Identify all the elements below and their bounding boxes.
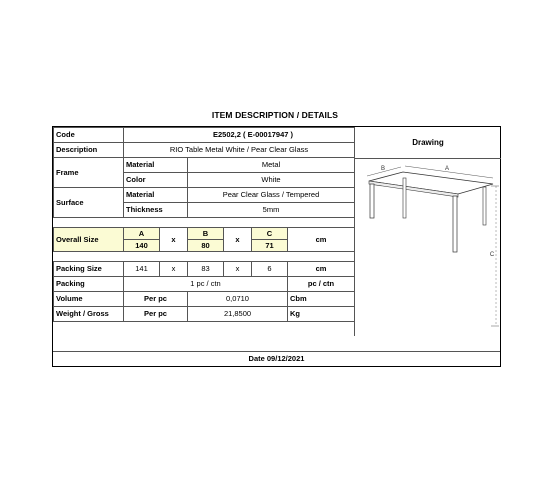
page-title: ITEM DESCRIPTION / DETAILS <box>211 110 339 120</box>
overall-x-2: x <box>224 228 252 252</box>
packing-x-1: x <box>160 262 188 277</box>
surface-material-label: Material <box>124 188 188 203</box>
frame-material-label: Material <box>124 158 188 173</box>
leg-back-right <box>483 187 486 225</box>
details-sheet <box>52 126 501 367</box>
surface-thickness-label: Thickness <box>124 203 188 218</box>
volume-value: 0,0710 <box>188 292 288 307</box>
drawing-area <box>354 158 501 336</box>
packing-unit: pc / ctn <box>288 277 355 292</box>
packing-c-value: 6 <box>252 262 288 277</box>
packing-size-unit: cm <box>288 262 355 277</box>
table-row <box>54 307 355 322</box>
volume-per: Per pc <box>124 292 188 307</box>
surface-label: Surface <box>54 188 124 218</box>
description-value: RIO Table Metal White / Pear Clear Glass <box>124 143 355 158</box>
table-row <box>54 292 355 307</box>
leg-back-left <box>403 178 406 218</box>
surface-thickness-value: 5mm <box>188 203 355 218</box>
drawing-label: Drawing <box>354 127 501 159</box>
table-row <box>54 158 355 173</box>
code-value: E2502,2 ( E-00017947 ) <box>124 128 355 143</box>
table-drawing <box>355 158 501 336</box>
overall-size-label: Overall Size <box>54 228 124 252</box>
code-label: Code <box>54 128 124 143</box>
frame-color-value: White <box>188 173 355 188</box>
overall-unit: cm <box>288 228 355 252</box>
dim-label-b: B <box>380 166 386 172</box>
volume-unit: Cbm <box>288 292 355 307</box>
dim-label-c: C <box>489 252 495 258</box>
date-footer: Date 09/12/2021 <box>53 351 500 366</box>
surface-material-value: Pear Clear Glass / Tempered <box>188 188 355 203</box>
table-row <box>54 188 355 203</box>
leg-front-left <box>370 184 374 218</box>
packing-b-value: 83 <box>188 262 224 277</box>
overall-b-value: 80 <box>188 240 224 252</box>
overall-b-label: B <box>188 228 224 240</box>
volume-label: Volume <box>54 292 124 307</box>
table-row <box>54 228 355 240</box>
weight-per: Per pc <box>124 307 188 322</box>
table-row <box>54 128 355 143</box>
spacer-row <box>54 252 355 262</box>
weight-unit: Kg <box>288 307 355 322</box>
weight-label: Weight / Gross <box>54 307 124 322</box>
table-top-edge <box>369 181 458 197</box>
description-label: Description <box>54 143 124 158</box>
overall-a-label: A <box>124 228 160 240</box>
spacer-row <box>54 218 355 228</box>
table-row <box>54 262 355 277</box>
dim-label-a: A <box>444 166 450 172</box>
table-row <box>54 143 355 158</box>
overall-a-value: 140 <box>124 240 160 252</box>
packing-value: 1 pc / ctn <box>124 277 288 292</box>
table-row <box>54 277 355 292</box>
overall-c-label: C <box>252 228 288 240</box>
frame-color-label: Color <box>124 173 188 188</box>
packing-size-label: Packing Size <box>54 262 124 277</box>
weight-value: 21,8500 <box>188 307 288 322</box>
overall-c-value: 71 <box>252 240 288 252</box>
leg-front-right <box>453 196 457 252</box>
packing-x-2: x <box>224 262 252 277</box>
packing-a-value: 141 <box>124 262 160 277</box>
details-table <box>53 127 355 322</box>
frame-label: Frame <box>54 158 124 188</box>
overall-x-1: x <box>160 228 188 252</box>
packing-label: Packing <box>54 277 124 292</box>
frame-material-value: Metal <box>188 158 355 173</box>
